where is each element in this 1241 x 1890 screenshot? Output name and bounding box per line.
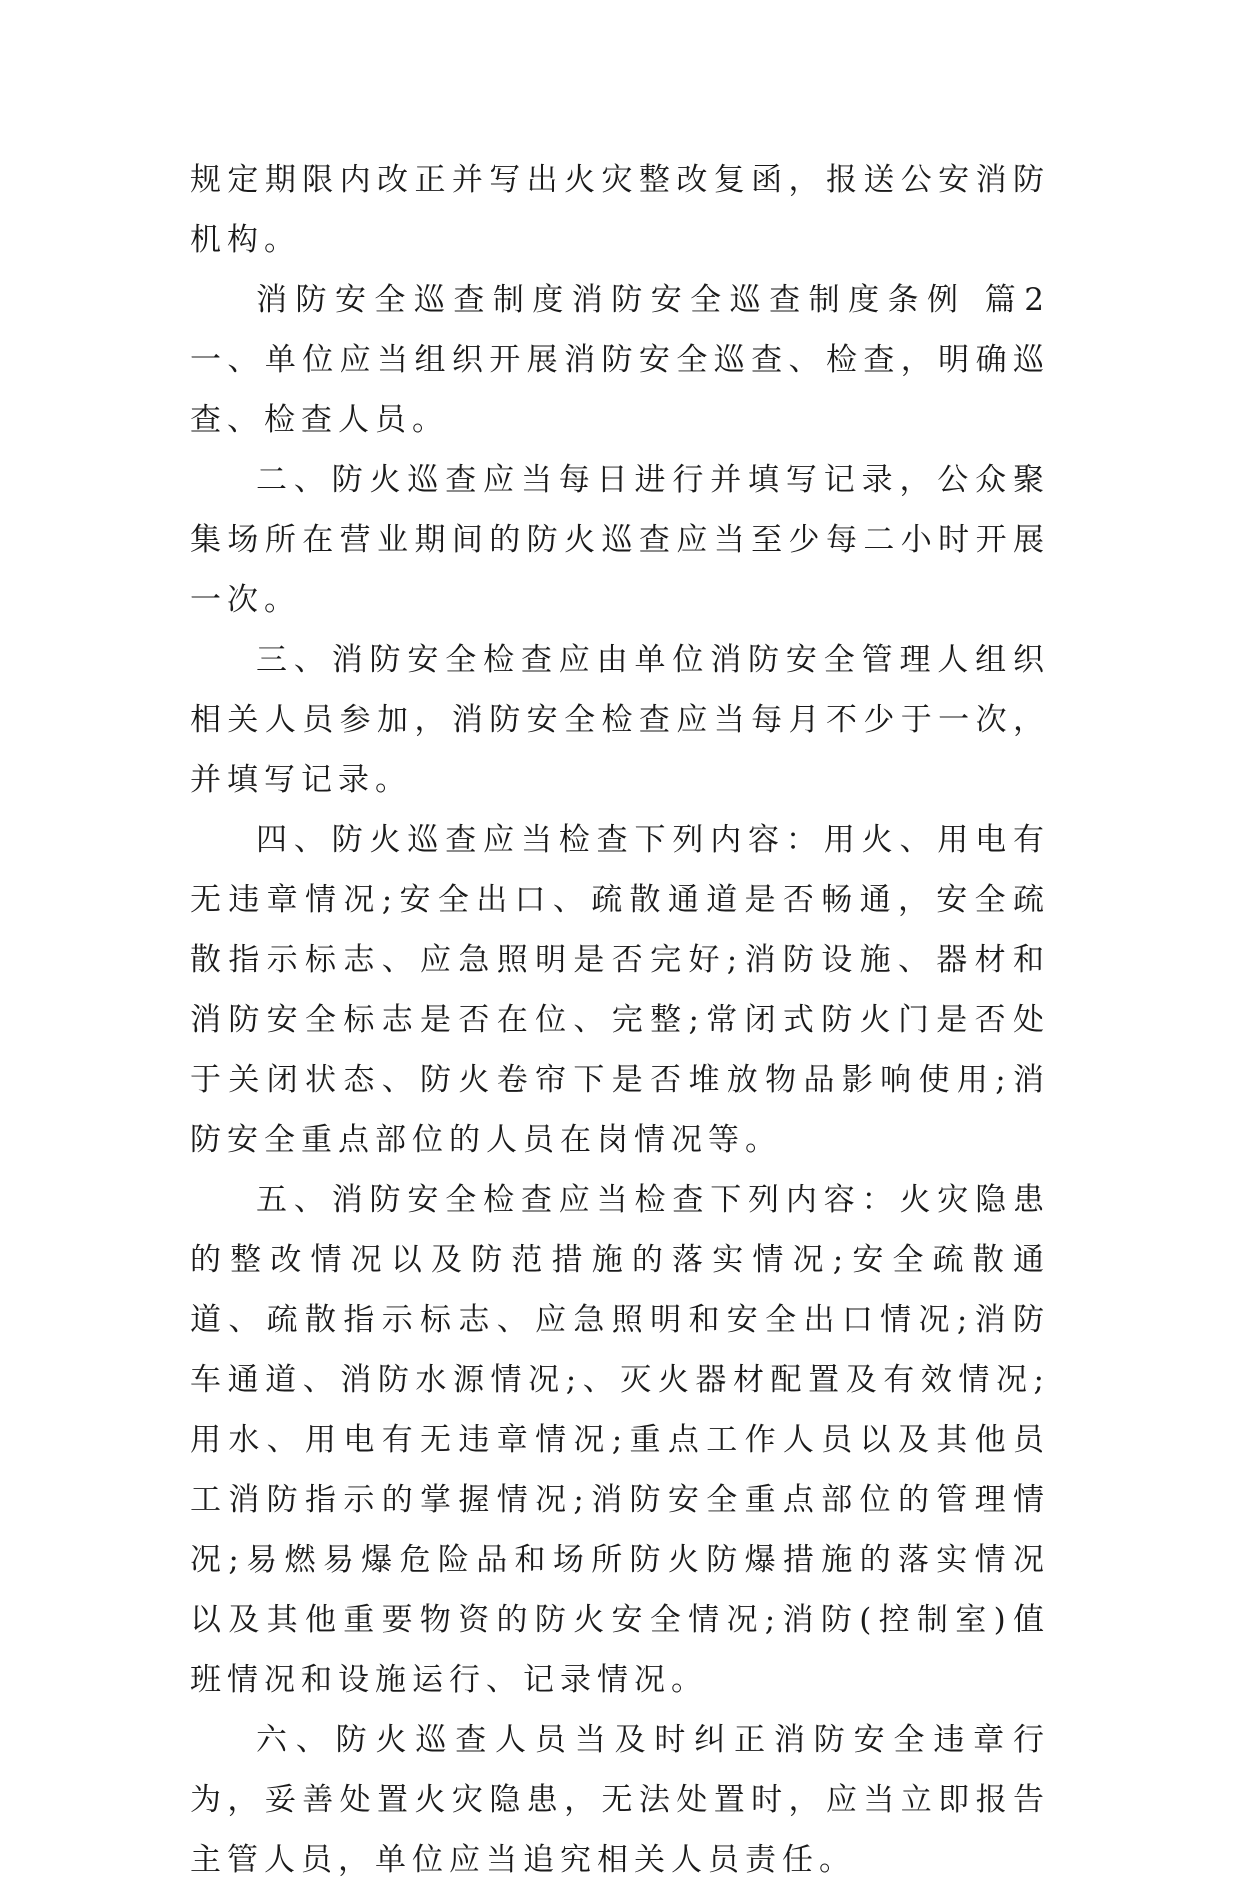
document-page <box>190 150 1050 1890</box>
paragraph-1: 规定期限内改正并写出火灾整改复函，报送公安消防机构。 <box>190 162 1050 258</box>
paragraph-6: 五、消防安全检查应当检查下列内容：火灾隐患的整改情况以及防范措施的落实情况;安全疏散通道、疏散指示标志、应急照明和安全出口情况;消防车通道、消防水源情况;、灭火器材配置及有效情况;用水、用电有无违章情况;重点工作人员以及其他员工消防指示的掌握情况;消防安全重点部位的管理情况;易燃易爆危险品和场所防火防爆措施的落实情况以及其他重要物资的防火安全情况;消防(控制室)值班情况和设施运行、记录情况。 <box>190 1182 1050 1698</box>
paragraph-2: 消防安全巡查制度消防安全巡查制度条例 篇2 一、单位应当组织开展消防安全巡查、检查，明确巡查、检查人员。 <box>190 282 1050 438</box>
paragraph-5: 四、防火巡查应当检查下列内容：用火、用电有无违章情况;安全出口、疏散通道是否畅通，安全疏散指示标志、应急照明是否完好;消防设施、器材和消防安全标志是否在位、完整;常闭式防火门是否处于关闭状态、防火卷帘下是否堆放物品影响使用;消防安全重点部位的人员在岗情况等。 <box>190 822 1050 1158</box>
paragraph-7: 六、防火巡查人员当及时纠正消防安全违章行为，妥善处置火灾隐患，无法处置时，应当立即报告主管人员，单位应当追究相关人员责任。 <box>190 1722 1050 1878</box>
paragraph-3: 二、防火巡查应当每日进行并填写记录，公众聚集场所在营业期间的防火巡查应当至少每二小时开展一次。 <box>190 462 1050 618</box>
paragraph-4: 三、消防安全检查应由单位消防安全管理人组织相关人员参加，消防安全检查应当每月不少于一次，并填写记录。 <box>190 642 1050 798</box>
